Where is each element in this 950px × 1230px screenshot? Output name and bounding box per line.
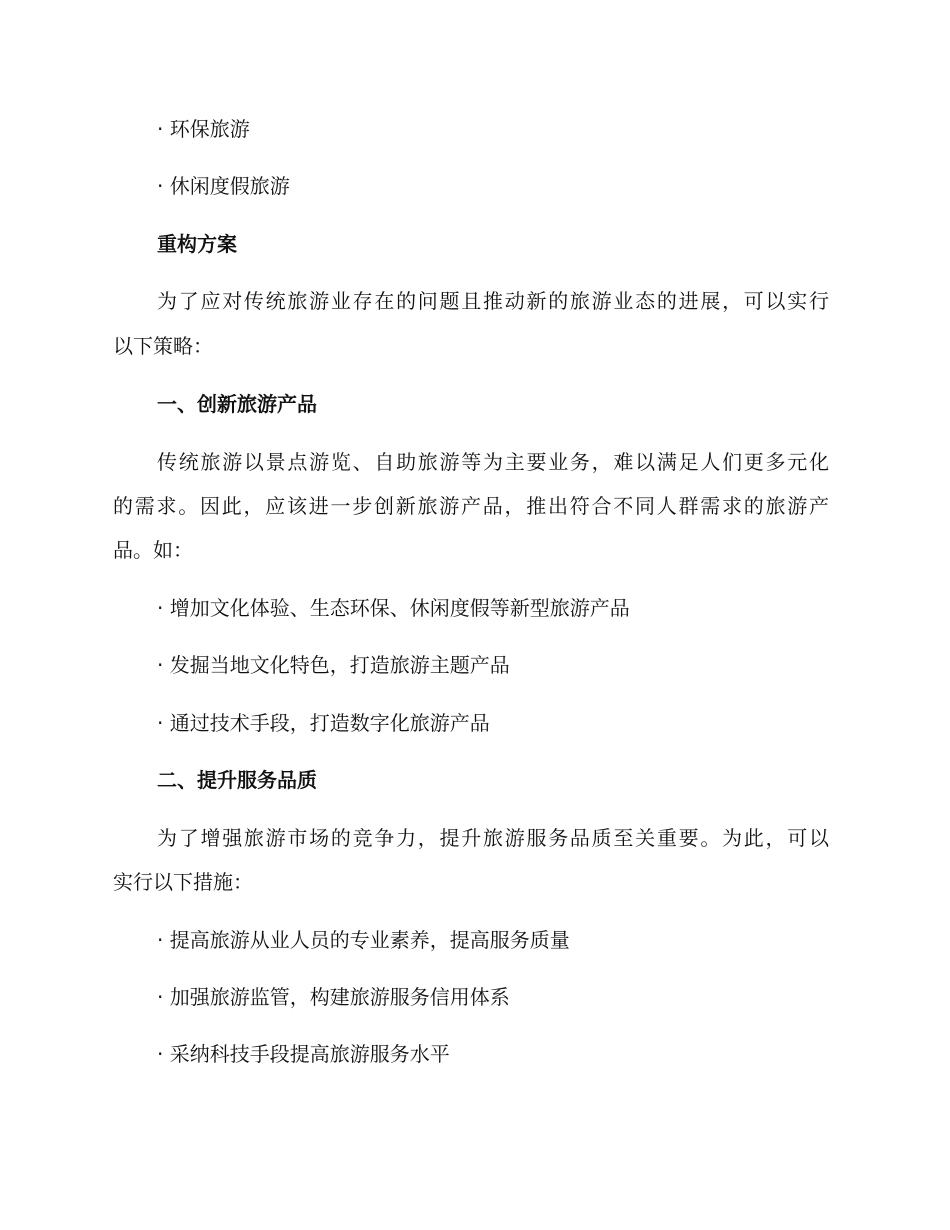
bullet-leisure-tourism: · 休闲度假旅游: [157, 174, 290, 198]
bullet-staff-professionalism: · 提高旅游从业人员的专业素养，提高服务质量: [157, 928, 570, 952]
paragraph-1-line-3: 品。如：: [113, 538, 193, 562]
bullet-technology: · 采纳科技手段提高旅游服务水平: [157, 1042, 450, 1066]
intro-paragraph-line-2: 以下策略：: [113, 334, 213, 358]
bullet-eco-tourism: · 环保旅游: [157, 117, 250, 141]
paragraph-2-line-2: 实行以下措施：: [113, 870, 253, 894]
section-title: 重构方案: [157, 232, 237, 256]
heading-service-quality: 二、提升服务品质: [157, 768, 317, 792]
bullet-local-culture: · 发掘当地文化特色，打造旅游主题产品: [157, 653, 510, 677]
bullet-new-products: · 增加文化体验、生态环保、休闲度假等新型旅游产品: [157, 596, 630, 620]
bullet-digital-products: · 通过技术手段，打造数字化旅游产品: [157, 711, 490, 735]
intro-paragraph-line-1: 为了应对传统旅游业存在的问题且推动新的旅游业态的进展，可以实行: [157, 289, 829, 313]
paragraph-1-line-2: 的需求。因此，应该进一步创新旅游产品，推出符合不同人群需求的旅游产: [113, 494, 829, 518]
paragraph-2-line-1: 为了增强旅游市场的竞争力，提升旅游服务品质至关重要。为此，可以: [157, 826, 829, 850]
heading-innovate-products: 一、创新旅游产品: [157, 392, 317, 416]
bullet-supervision: · 加强旅游监管，构建旅游服务信用体系: [157, 985, 510, 1009]
paragraph-1-line-1: 传统旅游以景点游览、自助旅游等为主要业务，难以满足人们更多元化: [157, 450, 829, 474]
